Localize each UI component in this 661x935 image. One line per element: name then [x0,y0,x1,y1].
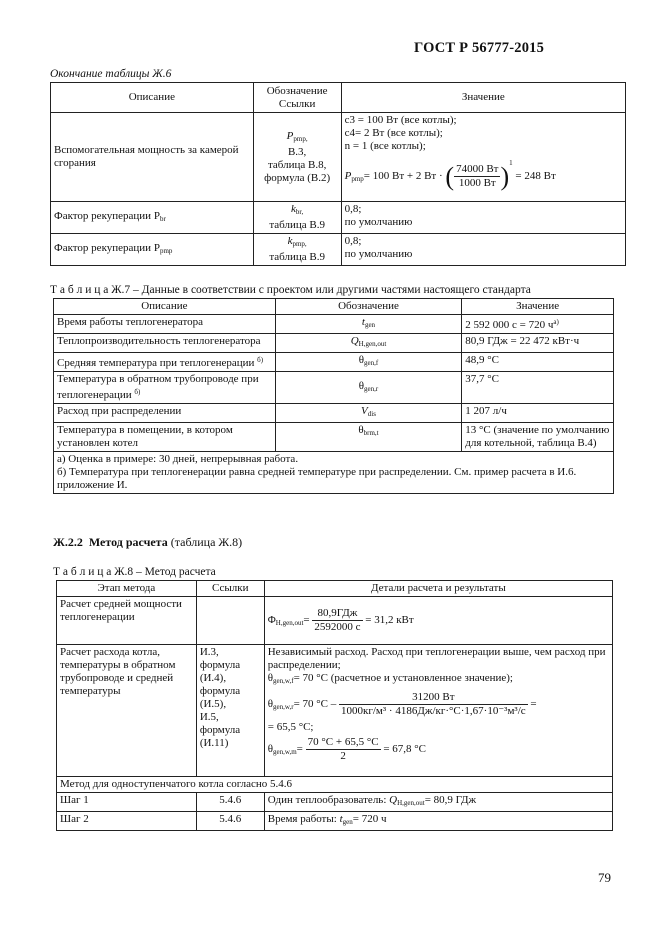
table-row [57,812,613,831]
symbol: k [287,235,293,247]
reference-cell [253,113,341,202]
footnote: a) Оценка в примере: 30 дней, непрерывная работа. [57,453,299,465]
value-cell: 0,8; по умолчанию [341,234,625,266]
fraction [454,163,500,190]
fraction: $\frac{31200 Вт}{\text{1000кг/м³ · 4186Дж/кг·°С·1,67·10⁻³м³/с}}$ [341,691,526,717]
detail-cell: Независимый расход. Расход при теплогенерации выше, чем расход при распределении; $\theta_{gen,w,f}= 70$ °С (расчетное и установленное значение); $\theta_{gen,w,r}= 70$ °С – $\frac{31200 Вт}{\text{1000кг/м³ · 4186Дж/кг·°С·1,67·10⁻³м³/с}}$ = = 65,5 °С; $\theta_{gen,w,m}=$ $\frac{70 ^\circ С + 65,5 ^\circ С}{2}$ = 67,8 °С [264,645,612,777]
value-line: n = 1 (все котлы); [344,140,426,152]
value-cell: 13 °С (значение по умолчанию для котельной, таблица В.4) [462,423,614,452]
detail-cell: $\Phi_{H,gen,out}=$ $\frac{\text{80,9ГДж}}{2592000 с}$ = 31,2 кВт [264,597,612,645]
exponent: 1 [509,159,513,167]
subscript: pmp [351,175,364,183]
stage-cell: Расчет расхода котла, температуры в обратном трубопроводе и средней температуры [57,645,197,777]
reference-cell: $k_{br,}$ таблица В.9 [253,202,341,234]
column-header: Значение [341,83,625,113]
table-row [54,334,614,353]
numerator: 74000 Вт [456,162,499,175]
ref-line: таблица В.8, [267,158,327,171]
description-cell: Температура в обратном трубопроводе при теплогенерации $^{б)}$ [54,372,276,404]
table-row [54,353,614,372]
table-row [51,113,626,202]
column-header: Обозначение [275,299,462,315]
method-cell: Метод для одноступенчатого котла согласно 5.4.6 [57,777,613,793]
subscript: pmp, [292,240,307,248]
value-cell: 80,9 ГДж = 22 472 кВт·ч [462,334,614,353]
symbol: P [286,129,294,142]
table-row [57,597,613,645]
symbol-cell: $V_{dis}$ [275,404,462,423]
denominator: 1000 Вт [458,176,496,189]
symbol: P [344,170,352,182]
table-j8 [56,580,613,831]
description-cell: Расход при распределении [54,404,276,423]
table-row [54,372,614,404]
value-cell: 1 207 л/ч [462,404,614,423]
table-row [57,793,613,812]
symbol-cell: $\theta_{gen,f}$ [275,353,462,372]
ref-line: формула (В.2) [264,171,331,184]
table-row [54,404,614,423]
table-j8-caption: Т а б л и ц а Ж.8 – Метод расчета [53,566,216,578]
description-cell: Вспомогательная мощность за камерой сгорания [51,113,254,202]
description-cell: Средняя температура при теплогенерации $^{б)}$ [54,353,276,372]
description-cell: Температура в помещении, в котором установлен котел [54,423,276,452]
footnote: б) Температура при теплогенерации равна средней температуре при распределении. См. пример расчета в И.6. приложение И. [57,466,577,491]
subscript: pmp [159,246,173,255]
subscript: pmp, [293,134,308,143]
column-header: Обозначение Ссылки [253,83,341,113]
value-cell: 0,8; по умолчанию [341,202,625,234]
standard-number: ГОСТ Р 56777-2015 [414,40,545,56]
table-j7-caption: Т а б л и ц а Ж.7 – Данные в соответствии с проектом или другими частями настоящего стандарта [50,284,531,296]
column-header: Значение [462,299,614,315]
value-cell [341,113,625,202]
description-cell: Теплопроизводительность теплогенератора [54,334,276,353]
section-heading: Ж.2.2 Метод расчета (таблица Ж.8) [53,535,243,549]
column-header: Ссылки [196,581,264,597]
column-header: Детали расчета и результаты [264,581,612,597]
step-cell: Шаг 2 [57,812,197,831]
page-number: 79 [598,870,611,885]
description-cell: Фактор рекуперации $P_{br}$ [51,202,254,234]
step-cell: Шаг 1 [57,793,197,812]
value-cell: 48,9 °С [462,353,614,372]
table-row [54,315,614,334]
description-cell: Время работы теплогенератора [54,315,276,334]
table-row [51,202,626,234]
table-row [51,234,626,266]
table-row [54,423,614,452]
table-j6 [50,82,626,266]
stage-cell: Расчет средней мощности теплогенерации [57,597,197,645]
ref-line: В.3, [287,145,307,158]
formula-eq: = 100 Вт + 2 Вт · [363,170,443,182]
symbol-cell: $Q_{H,gen,out}$ [275,334,462,353]
table-j6-caption: Окончание таблицы Ж.6 [50,68,172,80]
subscript: br, [295,208,304,216]
notes-row [54,452,614,494]
description-cell: Фактор рекуперации $P_{pmp}$ [51,234,254,266]
formula-result: = 248 Вт [515,170,556,182]
table-j7 [53,298,614,494]
fraction: $\frac{70 ^\circ С + 65,5 ^\circ С}{2}$ [307,736,379,762]
reference-cell: 5.4.6 [196,793,264,812]
symbol-cell: $t_{gen}$ [275,315,462,334]
detail-cell: Один теплообразователь: $Q_{H,gen,out}= 80,9$ ГДж [264,793,612,812]
column-header: Этап метода [57,581,197,597]
value-line: c4= 2 Вт (все котлы); [344,127,443,139]
symbol-cell: $\theta_{brm,t}$ [275,423,462,452]
reference-cell: 5.4.6 [196,812,264,831]
value-cell: 2 592 000 с = 720 $ч^{a)}$ [462,315,614,334]
column-header: Описание [54,299,276,315]
subscript: br [159,214,166,223]
reference-cell [196,597,264,645]
reference-cell: И.3, формула (И.4), формула (И.5), И.5, формула (И.11) [196,645,264,777]
table-row [57,645,613,777]
method-row [57,777,613,793]
reference-cell: $k_{pmp,}$ таблица В.9 [253,234,341,266]
column-header: Описание [51,83,254,113]
symbol-cell: $\theta_{gen,r}$ [275,372,462,404]
value-cell: 37,7 °С [462,372,614,404]
symbol: k [291,203,296,215]
value-line: c3 = 100 Вт (все котлы); [344,114,457,126]
detail-cell: Время работы: $t_{gen}= 720$ ч [264,812,612,831]
fraction: $\frac{\text{80,9ГДж}}{2592000 с}$ [314,607,361,633]
formula: $P_{pmp}= 100$ Вт + 2 Вт · ( $\frac{74000 Вт}{1000 Вт}$ )$^1$ = 248 Вт [344,159,556,191]
notes-cell [54,452,614,494]
